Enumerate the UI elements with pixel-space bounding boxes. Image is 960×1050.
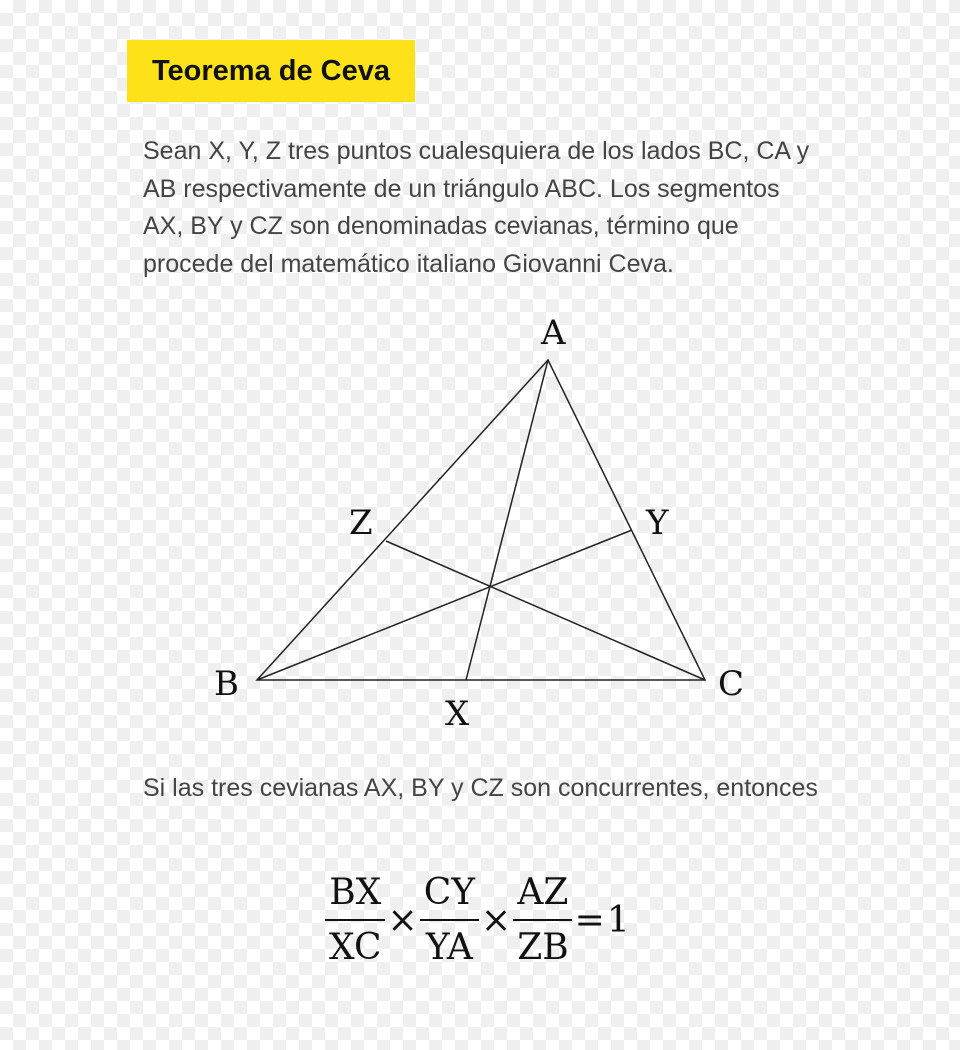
times-sign: ×: [481, 899, 512, 941]
conclusion-paragraph: Si las tres cevianas AX, BY y CZ son concurrentes, entonces: [143, 774, 818, 802]
fraction-cy-ya: [420, 872, 479, 968]
cevian-by: [257, 530, 632, 680]
denominator: ZB: [517, 927, 569, 968]
label-x: X: [445, 694, 470, 734]
intro-paragraph: Sean X, Y, Z tres puntos cualesquiera de los lados BC, CA y AB respectivamente de un triángulo ABC. Los segmentos AX, BY y CZ son denominadas cevianas, término que procede del matemático italiano Giovanni Ceva.: [143, 137, 810, 278]
equals-sign: =: [574, 899, 605, 941]
numerator: CY: [420, 872, 479, 921]
numerator: AZ: [513, 872, 572, 921]
result: 1: [606, 899, 630, 941]
denominator: YA: [425, 927, 473, 968]
label-a: A: [541, 313, 566, 353]
cevian-cz: [386, 541, 705, 680]
times-sign: ×: [387, 899, 418, 941]
label-y: Y: [646, 503, 669, 543]
denominator: XC: [329, 927, 382, 968]
title: Teorema de Ceva: [151, 54, 391, 87]
fraction-az-zb: [513, 872, 572, 968]
ceva-formula: [325, 872, 630, 968]
cevian-ax: [466, 360, 548, 680]
fraction-bx-xc: [325, 872, 386, 968]
numerator: BX: [325, 872, 385, 921]
label-c: C: [718, 664, 745, 704]
label-b: B: [214, 664, 239, 704]
label-z: Z: [349, 503, 373, 543]
triangle-abc: [257, 360, 705, 680]
